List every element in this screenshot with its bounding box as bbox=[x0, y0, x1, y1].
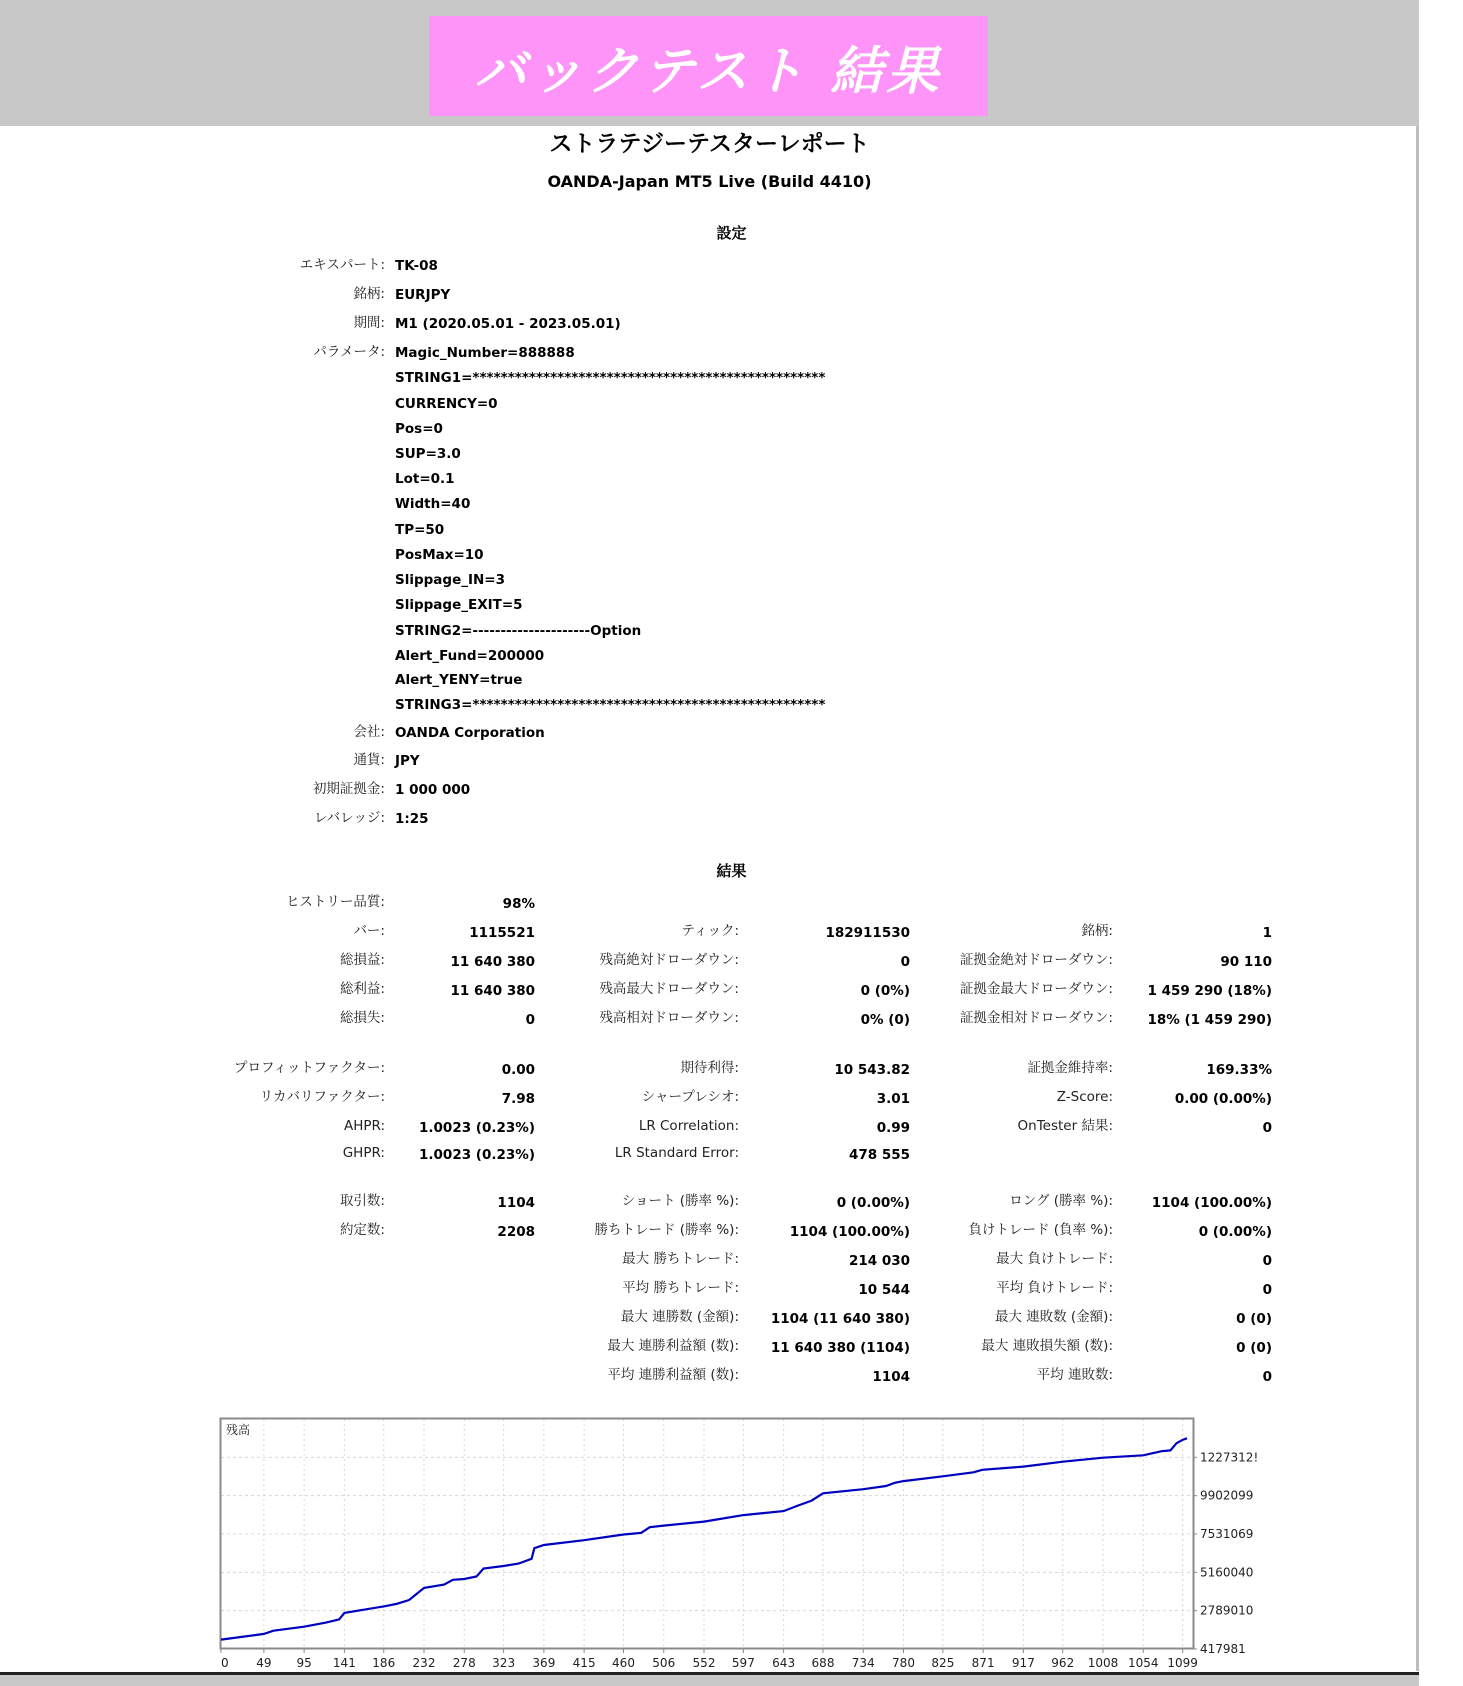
period-value: M1 (2020.05.01 - 2023.05.01) bbox=[395, 316, 621, 332]
param-item: Slippage_IN=3 bbox=[395, 572, 506, 588]
report-server: OANDA-Japan MT5 Live (Build 4410) bbox=[547, 172, 872, 191]
y-tick-label: 7531069 bbox=[1200, 1527, 1254, 1541]
param-item: Lot=0.1 bbox=[395, 471, 455, 487]
x-tick-label: 1054 bbox=[1127, 1656, 1159, 1670]
company-value: OANDA Corporation bbox=[395, 725, 545, 741]
symbol-value: EURJPY bbox=[395, 287, 451, 303]
ghpr-label: GHPR: bbox=[342, 1145, 385, 1161]
ahpr-value: 1.0023 (0.23%) bbox=[419, 1120, 535, 1136]
param-item: Magic_Number=888888 bbox=[395, 345, 575, 361]
x-tick-label: 552 bbox=[692, 1656, 716, 1670]
y-tick-label: 1227312! bbox=[1200, 1450, 1259, 1465]
x-tick-label: 278 bbox=[452, 1656, 476, 1670]
param-item: STRING3=************************************************** bbox=[395, 697, 826, 713]
margin-level-label: 証拠金維持率: bbox=[1027, 1060, 1113, 1076]
param-item: PosMax=10 bbox=[395, 547, 484, 563]
x-tick-label: 460 bbox=[612, 1656, 635, 1670]
long-value: 1104 (100.00%) bbox=[1151, 1195, 1272, 1211]
deals-value: 2208 bbox=[497, 1224, 535, 1240]
avg-loss-value: 0 bbox=[1262, 1282, 1272, 1298]
max-cons-losses-label: 最大 連敗数 (金額): bbox=[994, 1309, 1113, 1325]
equity-dd-rel-value: 18% (1 459 290) bbox=[1147, 1012, 1272, 1028]
leverage-label: レバレッジ: bbox=[314, 810, 385, 826]
bars-label: バー: bbox=[353, 923, 385, 939]
x-tick-label: 1099 bbox=[1167, 1656, 1198, 1670]
deposit-value: 1 000 000 bbox=[395, 782, 471, 798]
ahpr-label: AHPR: bbox=[343, 1118, 385, 1134]
profit-factor-value: 0.00 bbox=[501, 1062, 535, 1078]
x-tick-label: 917 bbox=[1011, 1656, 1035, 1670]
zscore-label: Z-Score: bbox=[1056, 1089, 1113, 1105]
x-tick-label: 643 bbox=[772, 1656, 796, 1670]
max-cons-wins-value: 1104 (11 640 380) bbox=[770, 1311, 910, 1327]
profit-trades-value: 1104 (100.00%) bbox=[789, 1224, 910, 1240]
gross-loss-value: 0 bbox=[525, 1012, 535, 1028]
x-tick-label: 49 bbox=[256, 1656, 272, 1670]
profit-trades-label: 勝ちトレード (勝率 %): bbox=[594, 1222, 739, 1238]
avg-cons-losses-value: 0 bbox=[1262, 1369, 1272, 1385]
max-cons-wins-label: 最大 連勝数 (金額): bbox=[620, 1309, 739, 1325]
currency-value: JPY bbox=[395, 753, 420, 769]
y-tick-label: 9902099 bbox=[1200, 1488, 1254, 1503]
balance-dd-max-value: 0 (0%) bbox=[860, 983, 910, 999]
max-cons-profit-label: 最大 連勝利益額 (数): bbox=[607, 1338, 739, 1354]
avg-profit-value: 10 544 bbox=[858, 1282, 910, 1298]
x-tick-label: 780 bbox=[892, 1656, 915, 1670]
gross-profit-value: 11 640 380 bbox=[450, 983, 535, 999]
x-tick-label: 734 bbox=[851, 1656, 875, 1670]
x-tick-label: 871 bbox=[971, 1656, 995, 1670]
x-tick-label: 962 bbox=[1051, 1656, 1075, 1670]
avg-cons-wins-label: 平均 連勝利益額 (数): bbox=[607, 1367, 739, 1383]
company-label: 会社: bbox=[353, 724, 385, 740]
expected-payoff-label: 期待利得: bbox=[680, 1060, 739, 1076]
param-item: STRING2=---------------------Option bbox=[395, 623, 642, 639]
symbol-label: 銘柄: bbox=[353, 286, 385, 302]
param-item: Pos=0 bbox=[395, 421, 443, 437]
equity-dd-max-label: 証拠金最大ドローダウン: bbox=[959, 981, 1113, 997]
equity-dd-abs-label: 証拠金絶対ドローダウン: bbox=[959, 952, 1113, 968]
period-label: 期間: bbox=[353, 315, 385, 331]
x-tick-label: 232 bbox=[412, 1656, 436, 1670]
trades-label: 取引数: bbox=[339, 1193, 385, 1209]
ontester-label: OnTester 結果: bbox=[1017, 1118, 1113, 1134]
param-item: Slippage_EXIT=5 bbox=[395, 597, 523, 613]
largest-loss-label: 最大 負けトレード: bbox=[996, 1251, 1113, 1267]
banner-title: バックテスト 結果 bbox=[474, 41, 943, 102]
y-tick-label: 2789010 bbox=[1200, 1603, 1254, 1618]
history-quality-label: ヒストリー品質: bbox=[285, 894, 385, 910]
lr-std-error-value: 478 555 bbox=[848, 1147, 910, 1163]
largest-profit-label: 最大 勝ちトレード: bbox=[622, 1251, 739, 1267]
sharpe-label: シャープレシオ: bbox=[641, 1089, 739, 1105]
balance-dd-abs-value: 0 bbox=[900, 954, 910, 970]
lr-correlation-value: 0.99 bbox=[876, 1120, 910, 1136]
ontester-value: 0 bbox=[1262, 1120, 1272, 1136]
loss-trades-value: 0 (0.00%) bbox=[1198, 1224, 1272, 1240]
leverage-value: 1:25 bbox=[395, 811, 429, 827]
x-tick-label: 323 bbox=[492, 1656, 516, 1670]
x-tick-label: 186 bbox=[372, 1656, 396, 1670]
y-tick-label: 5160040 bbox=[1200, 1565, 1254, 1580]
avg-profit-label: 平均 勝ちトレード: bbox=[622, 1280, 739, 1296]
param-item: Alert_Fund=200000 bbox=[395, 648, 545, 664]
expected-payoff-value: 10 543.82 bbox=[834, 1062, 910, 1078]
chart-title: 残高 bbox=[226, 1423, 251, 1437]
short-label: ショート (勝率 %): bbox=[621, 1193, 739, 1209]
loss-trades-label: 負けトレード (負率 %): bbox=[968, 1222, 1113, 1238]
avg-loss-label: 平均 負けトレード: bbox=[996, 1280, 1113, 1296]
net-profit-label: 総損益: bbox=[339, 952, 385, 968]
chart-grid bbox=[221, 1419, 1193, 1649]
param-item: CURRENCY=0 bbox=[395, 396, 498, 412]
x-axis-ticks bbox=[221, 1649, 1198, 1670]
x-tick-label: 141 bbox=[332, 1656, 356, 1670]
sharpe-value: 3.01 bbox=[876, 1091, 910, 1107]
balance-dd-rel-value: 0% (0) bbox=[860, 1012, 910, 1028]
balance-dd-abs-label: 残高絶対ドローダウン: bbox=[599, 952, 739, 968]
param-item: STRING1=************************************************** bbox=[395, 370, 826, 386]
y-tick-label: 417981 bbox=[1200, 1642, 1246, 1656]
history-quality-value: 98% bbox=[502, 896, 535, 912]
bars-value: 1115521 bbox=[469, 925, 535, 941]
y-axis-ticks bbox=[1193, 1450, 1258, 1656]
largest-profit-value: 214 030 bbox=[848, 1253, 910, 1269]
equity-dd-rel-label: 証拠金相対ドローダウン: bbox=[959, 1010, 1113, 1026]
x-tick-label: 369 bbox=[532, 1656, 556, 1670]
max-cons-profit-value: 11 640 380 (1104) bbox=[770, 1340, 910, 1356]
settings-heading: 設定 bbox=[716, 224, 747, 242]
ghpr-value: 1.0023 (0.23%) bbox=[419, 1147, 535, 1163]
report-title: ストラテジーテスターレポート bbox=[549, 131, 870, 157]
expert-value: TK-08 bbox=[395, 258, 438, 274]
lr-std-error-label: LR Standard Error: bbox=[614, 1145, 739, 1161]
ticks-label: ティック: bbox=[681, 923, 739, 939]
balance-chart bbox=[220, 1418, 1259, 1686]
x-tick-label: 415 bbox=[572, 1656, 596, 1670]
banner bbox=[429, 16, 988, 116]
gross-profit-label: 総利益: bbox=[339, 981, 385, 997]
long-label: ロング (勝率 %): bbox=[1009, 1193, 1113, 1209]
expert-label: エキスパート: bbox=[299, 257, 385, 273]
x-tick-label: 506 bbox=[652, 1656, 676, 1670]
x-tick-label: 688 bbox=[811, 1656, 835, 1670]
x-tick-label: 825 bbox=[931, 1656, 955, 1670]
results-heading: 結果 bbox=[716, 862, 747, 880]
equity-dd-abs-value: 90 110 bbox=[1220, 954, 1272, 970]
chart-frame bbox=[221, 1419, 1194, 1649]
param-item: Width=40 bbox=[395, 496, 471, 512]
max-cons-loss-label: 最大 連敗損失額 (数): bbox=[981, 1338, 1113, 1354]
trades-value: 1104 bbox=[497, 1195, 535, 1211]
x-tick-label: 597 bbox=[731, 1656, 755, 1670]
x-tick-label: 95 bbox=[296, 1656, 312, 1670]
symbols-label: 銘柄: bbox=[1081, 923, 1113, 939]
balance-dd-rel-label: 残高相対ドローダウン: bbox=[599, 1010, 739, 1026]
margin-level-value: 169.33% bbox=[1206, 1062, 1272, 1078]
x-tick-label: 1008 bbox=[1087, 1656, 1119, 1670]
page-right-border bbox=[1416, 126, 1419, 1671]
largest-loss-value: 0 bbox=[1262, 1253, 1272, 1269]
equity-dd-max-value: 1 459 290 (18%) bbox=[1147, 983, 1272, 999]
param-item: TP=50 bbox=[395, 522, 445, 538]
max-cons-losses-value: 0 (0) bbox=[1236, 1311, 1272, 1327]
max-cons-loss-value: 0 (0) bbox=[1236, 1340, 1272, 1356]
lr-correlation-label: LR Correlation: bbox=[638, 1118, 739, 1134]
net-profit-value: 11 640 380 bbox=[450, 954, 535, 970]
x-tick-label: 0 bbox=[221, 1656, 229, 1670]
deals-label: 約定数: bbox=[339, 1222, 385, 1238]
param-item: Alert_YENY=true bbox=[395, 672, 523, 688]
ticks-value: 182911530 bbox=[825, 925, 910, 941]
recovery-factor-label: リカバリファクター: bbox=[259, 1089, 385, 1105]
params-label: パラメータ: bbox=[313, 344, 385, 360]
short-value: 0 (0.00%) bbox=[836, 1195, 910, 1211]
currency-label: 通貨: bbox=[353, 752, 385, 768]
gross-loss-label: 総損失: bbox=[339, 1010, 385, 1026]
balance-dd-max-label: 残高最大ドローダウン: bbox=[599, 981, 739, 997]
bottom-band bbox=[0, 1675, 1419, 1686]
avg-cons-wins-value: 1104 bbox=[872, 1369, 910, 1385]
profit-factor-label: プロフィットファクター: bbox=[233, 1060, 385, 1076]
param-item: SUP=3.0 bbox=[395, 446, 461, 462]
recovery-factor-value: 7.98 bbox=[501, 1091, 535, 1107]
zscore-value: 0.00 (0.00%) bbox=[1174, 1091, 1272, 1107]
avg-cons-losses-label: 平均 連敗数: bbox=[1036, 1367, 1113, 1383]
symbols-value: 1 bbox=[1262, 925, 1272, 941]
deposit-label: 初期証拠金: bbox=[312, 781, 385, 797]
